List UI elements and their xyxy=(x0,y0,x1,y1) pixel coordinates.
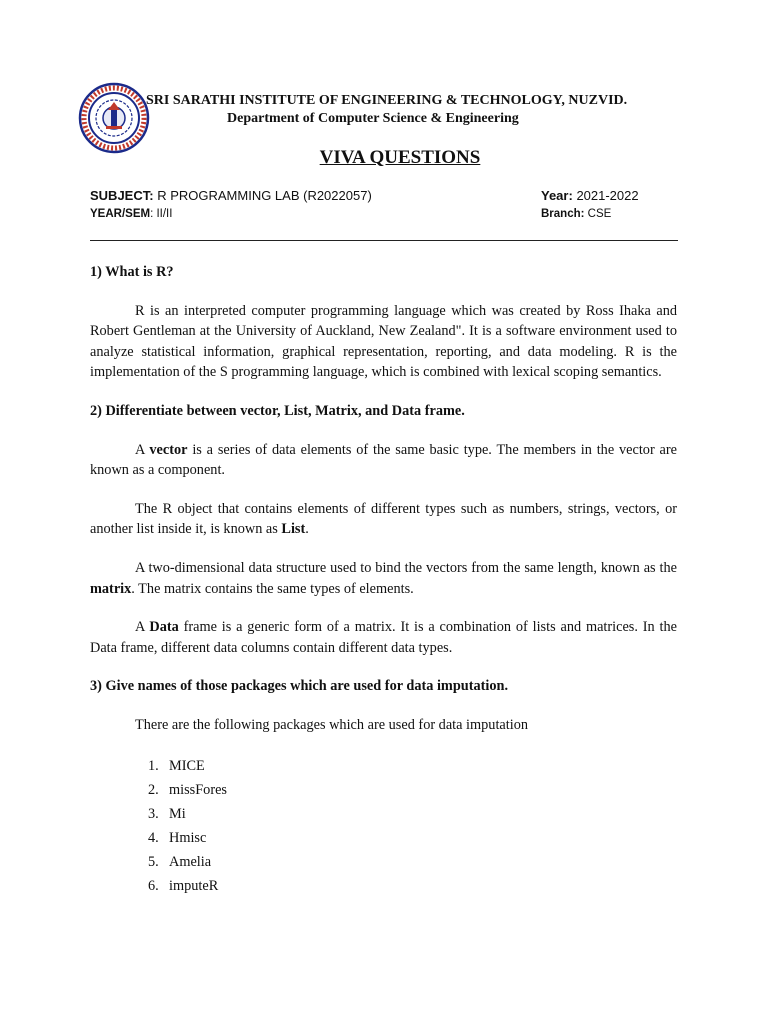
subject-value: R PROGRAMMING LAB (R2022057) xyxy=(157,188,372,203)
term-vector: vector xyxy=(149,441,188,458)
institute-seal-logo xyxy=(78,82,150,154)
yearsem-value: : II/II xyxy=(150,208,173,220)
text-span: frame is a generic form of a matrix. It is a combination of lists and matrices. In the Data frame, different data columns contain different data types. xyxy=(90,619,677,656)
answer-2-matrix xyxy=(90,558,677,599)
list-item xyxy=(148,754,677,778)
branch-label: Branch: xyxy=(541,208,585,220)
package-name: Mi xyxy=(169,805,186,822)
subject-line xyxy=(90,188,372,203)
package-name: MICE xyxy=(169,757,205,774)
branch-line xyxy=(541,208,611,220)
term-data-frame: Data xyxy=(149,619,179,636)
list-number: 1. xyxy=(148,757,159,774)
yearsem-label: YEAR/SEM xyxy=(90,208,151,220)
subject-label: SUBJECT: xyxy=(90,188,154,203)
text-span: The R object that contains elements of different types such as numbers, strings, vectors, or another list inside it, is known as xyxy=(90,500,677,538)
year-line xyxy=(541,188,639,203)
text-span: A two-dimensional data structure used to bind the vectors from the same length, known as the xyxy=(135,559,677,576)
year-label: Year: xyxy=(541,188,573,203)
list-number: 4. xyxy=(148,829,159,846)
question-3: 3) Give names of those packages which are used for data imputation. xyxy=(90,678,509,695)
yearsem-line xyxy=(90,208,172,220)
package-name: Hmisc xyxy=(169,829,207,846)
list-number: 5. xyxy=(148,853,159,870)
package-list xyxy=(90,754,677,898)
term-matrix: matrix xyxy=(90,580,132,597)
text-span: . xyxy=(305,521,309,538)
list-item xyxy=(148,874,677,898)
package-name: imputeR xyxy=(169,877,219,894)
term-list: List xyxy=(281,521,306,538)
list-item xyxy=(148,778,677,802)
package-name: missFores xyxy=(169,781,227,798)
answer-3-intro: There are the following packages which are used for data imputation xyxy=(135,716,529,733)
list-number: 6. xyxy=(148,877,159,894)
answer-1: R is an interpreted computer programming language which was created by Ross Ihaka and Robert Gentleman at the University of Auckland, New Zealand". It is a software environment used to analyze statistical information, graphical representation, reporting, and data modeling. R is the implementation of the S programming language, which is combined with lexical scoping semantics. xyxy=(90,302,677,381)
text-span: is a series of data elements of the same basic type. The members in the vector are known as a component. xyxy=(90,441,677,479)
header-divider xyxy=(90,240,678,241)
question-2: 2) Differentiate between vector, List, Matrix, and Data frame. xyxy=(90,402,465,419)
text-span: . The matrix contains the same types of elements. xyxy=(131,580,414,597)
list-item xyxy=(148,826,677,850)
answer-2-vector xyxy=(90,440,677,481)
institute-name: SRI SARATHI INSTITUTE OF ENGINEERING & TECHNOLOGY, NUZVID. xyxy=(146,93,628,108)
answer-2-dataframe xyxy=(90,617,677,658)
document-body xyxy=(90,262,677,898)
branch-value: CSE xyxy=(587,208,612,220)
list-item xyxy=(148,802,677,826)
page-title: VIVA QUESTIONS xyxy=(319,147,481,168)
list-number: 2. xyxy=(148,781,159,798)
question-1: 1) What is R? xyxy=(90,264,174,280)
department-name: Department of Computer Science & Engineering xyxy=(227,111,519,126)
text-span: A xyxy=(135,441,150,458)
list-number: 3. xyxy=(148,805,159,822)
text-span: A xyxy=(135,619,150,636)
list-item xyxy=(148,850,677,874)
answer-2-list xyxy=(90,499,677,540)
year-value: 2021-2022 xyxy=(576,188,639,203)
package-name: Amelia xyxy=(169,853,212,870)
